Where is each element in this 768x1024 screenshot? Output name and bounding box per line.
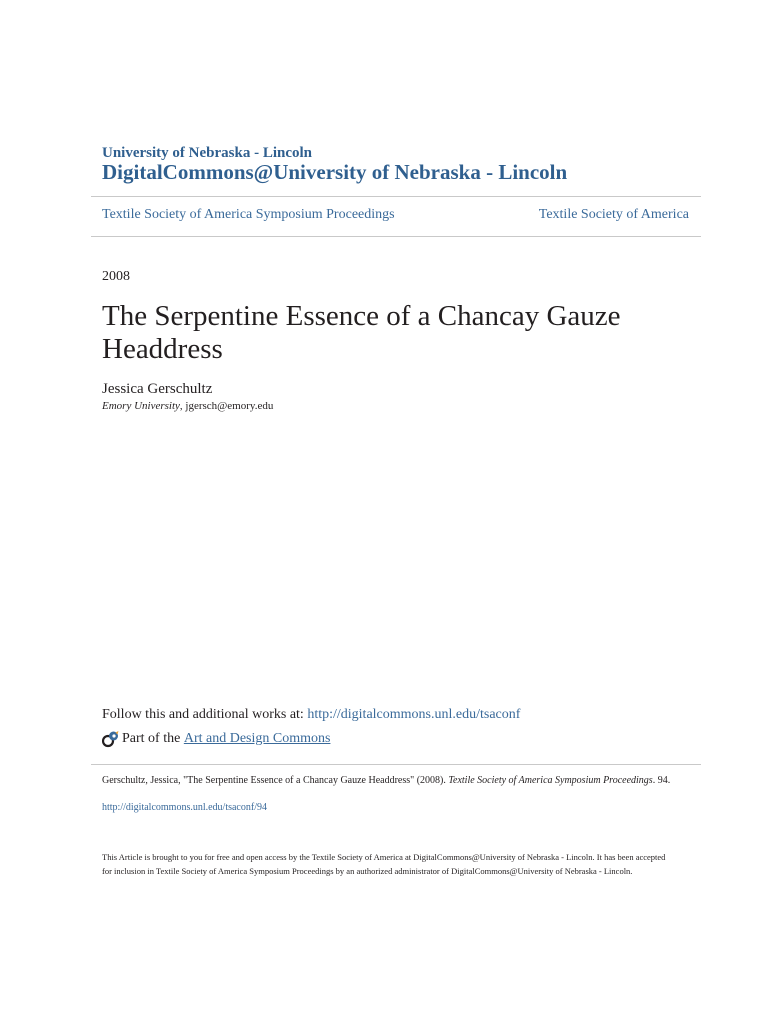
divider-bottom [91,764,701,765]
follow-line [102,707,520,723]
follow-label: Follow this and additional works at: [102,707,308,722]
author-affiliation [102,400,273,412]
citation-journal: Textile Society of America Symposium Proceedings [448,775,653,786]
affiliation-institution: Emory University [102,400,180,412]
creative-commons-icon [102,730,120,748]
divider-nav [91,236,701,237]
citation-text: Gerschultz, Jessica, "The Serpentine Essence of a Chancay Gauze Headdress" (2008). [102,775,449,786]
publication-year: 2008 [102,269,130,284]
series-link[interactable]: Textile Society of America Symposium Proceedings [102,207,395,222]
institution-name[interactable]: University of Nebraska - Lincoln [102,145,312,161]
citation-tail: . 94. [652,775,671,786]
repository-name[interactable]: DigitalCommons@University of Nebraska - Lincoln [102,160,568,184]
citation [102,774,674,788]
citation-url-link[interactable]: http://digitalcommons.unl.edu/tsaconf/94 [102,802,267,813]
part-of-label: Part of the [122,731,181,746]
article-title: The Serpentine Essence of a Chancay Gauze Headdress [102,300,621,365]
follow-url-link[interactable]: http://digitalcommons.unl.edu/tsaconf [307,707,521,722]
divider-top [91,196,701,197]
part-of-line [102,730,330,748]
art-design-commons-link[interactable]: Art and Design Commons [183,731,331,746]
affiliation-separator: , [179,400,186,412]
access-notice: This Article is brought to you for free and open access by the Textile Society of America at DigitalCommons@University of Nebraska - Lincoln. It has been accepted for inclusion in Textile Society of America Symposium Proceedings by an authorized administrator of DigitalCommons@University of Nebraska - Lincoln. [102,852,666,876]
author-email: jgersch@emory.edu [185,400,274,412]
collection-link[interactable]: Textile Society of America [538,207,689,222]
author-name: Jessica Gerschultz [102,381,213,397]
